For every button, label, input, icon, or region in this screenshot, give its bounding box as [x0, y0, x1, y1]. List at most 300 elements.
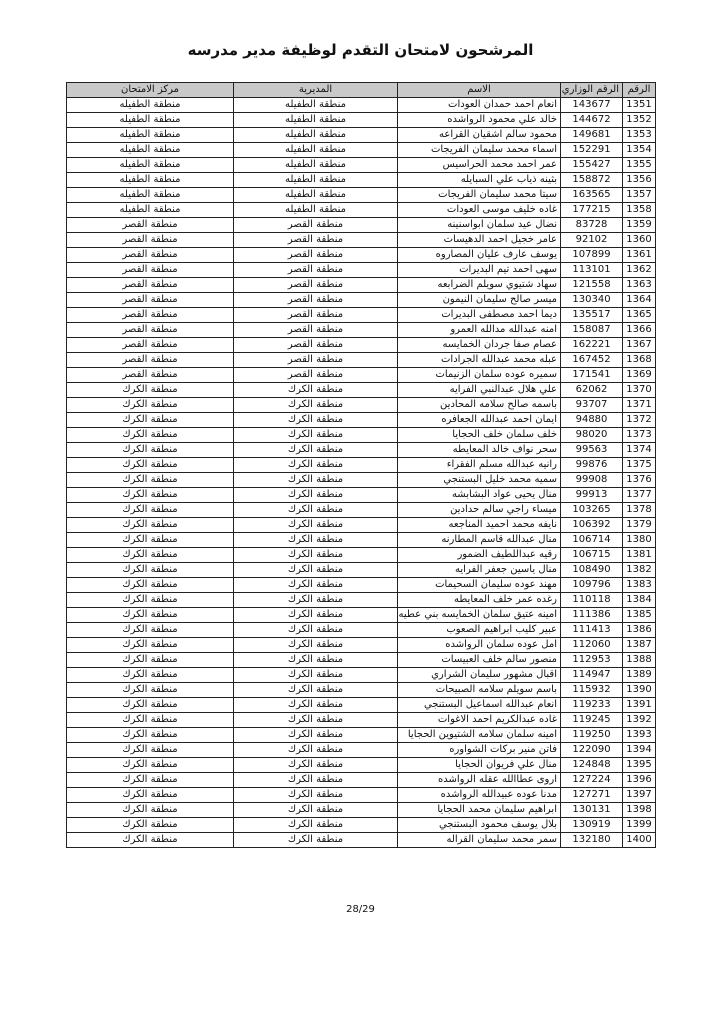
cell-directorate: منطقة القصر — [234, 248, 398, 263]
cell-seq: 1364 — [623, 293, 656, 308]
cell-seq: 1351 — [623, 98, 656, 113]
table-row — [67, 563, 656, 578]
cell-seq: 1358 — [623, 203, 656, 218]
cell-seq: 1395 — [623, 758, 656, 773]
cell-directorate: منطقة الكرك — [234, 413, 398, 428]
cell-name: امينه عتيق سلمان الخمايسه بني عطيه — [398, 608, 561, 623]
cell-exam-center: منطقة الطفيله — [67, 203, 234, 218]
cell-seq: 1355 — [623, 158, 656, 173]
cell-exam-center: منطقة القصر — [67, 263, 234, 278]
cell-directorate: منطقة الطفيله — [234, 203, 398, 218]
cell-seq: 1352 — [623, 113, 656, 128]
cell-exam-center: منطقة الكرك — [67, 803, 234, 818]
cell-name: امنه عبدالله مدالله العمرو — [398, 323, 561, 338]
table-row — [67, 758, 656, 773]
cell-name: بلال يوسف محمود البستنجي — [398, 818, 561, 833]
table-row — [67, 743, 656, 758]
cell-name: اقبال مشهور سليمان الشراري — [398, 668, 561, 683]
cell-seq: 1394 — [623, 743, 656, 758]
cell-exam-center: منطقة الطفيله — [67, 173, 234, 188]
table-row — [67, 818, 656, 833]
cell-directorate: منطقة الكرك — [234, 578, 398, 593]
table-row — [67, 98, 656, 113]
cell-exam-center: منطقة القصر — [67, 368, 234, 383]
cell-exam-center: منطقة الطفيله — [67, 113, 234, 128]
cell-name: عبير كليب ابراهيم الصعوب — [398, 623, 561, 638]
cell-exam-center: منطقة الكرك — [67, 608, 234, 623]
cell-name: عبله محمد عبدالله الجرادات — [398, 353, 561, 368]
cell-directorate: منطقة القصر — [234, 368, 398, 383]
cell-directorate: منطقة الكرك — [234, 668, 398, 683]
cell-national-id: 158087 — [561, 323, 623, 338]
cell-directorate: منطقة الكرك — [234, 443, 398, 458]
cell-directorate: منطقة الكرك — [234, 833, 398, 848]
cell-directorate: منطقة الطفيله — [234, 128, 398, 143]
cell-directorate: منطقة الطفيله — [234, 188, 398, 203]
cell-seq: 1366 — [623, 323, 656, 338]
cell-seq: 1369 — [623, 368, 656, 383]
cell-directorate: منطقة الكرك — [234, 623, 398, 638]
cell-name: ديما احمد مصطفى البديرات — [398, 308, 561, 323]
cell-name: منال علي فريوان الحجايا — [398, 758, 561, 773]
table-row — [67, 788, 656, 803]
cell-name: منال يحيى عواد البشابشه — [398, 488, 561, 503]
cell-exam-center: منطقة الكرك — [67, 638, 234, 653]
cell-national-id: 99908 — [561, 473, 623, 488]
table-row — [67, 683, 656, 698]
table-row — [67, 458, 656, 473]
cell-directorate: منطقة الكرك — [234, 533, 398, 548]
cell-name: رقيه عبداللطيف الضمور — [398, 548, 561, 563]
table-row — [67, 143, 656, 158]
cell-directorate: منطقة الكرك — [234, 803, 398, 818]
cell-directorate: منطقة الطفيله — [234, 98, 398, 113]
cell-national-id: 171541 — [561, 368, 623, 383]
cell-national-id: 103265 — [561, 503, 623, 518]
cell-directorate: منطقة القصر — [234, 278, 398, 293]
cell-directorate: منطقة الكرك — [234, 503, 398, 518]
cell-seq: 1397 — [623, 788, 656, 803]
table-row — [67, 263, 656, 278]
table-row — [67, 383, 656, 398]
table-row — [67, 233, 656, 248]
cell-national-id: 99913 — [561, 488, 623, 503]
cell-exam-center: منطقة الكرك — [67, 788, 234, 803]
cell-seq: 1398 — [623, 803, 656, 818]
table-row — [67, 488, 656, 503]
table-row — [67, 638, 656, 653]
cell-national-id: 124848 — [561, 758, 623, 773]
cell-national-id: 121558 — [561, 278, 623, 293]
table-row — [67, 593, 656, 608]
cell-national-id: 111413 — [561, 623, 623, 638]
cell-national-id: 92102 — [561, 233, 623, 248]
cell-national-id: 107899 — [561, 248, 623, 263]
cell-name: امل عوده سلمان الرواشده — [398, 638, 561, 653]
cell-seq: 1353 — [623, 128, 656, 143]
cell-national-id: 114947 — [561, 668, 623, 683]
cell-directorate: منطقة الكرك — [234, 458, 398, 473]
cell-name: منصور سالم خلف العبيسات — [398, 653, 561, 668]
cell-exam-center: منطقة الكرك — [67, 593, 234, 608]
cell-seq: 1371 — [623, 398, 656, 413]
table-row — [67, 668, 656, 683]
cell-national-id: 99563 — [561, 443, 623, 458]
cell-exam-center: منطقة الكرك — [67, 383, 234, 398]
cell-national-id: 152291 — [561, 143, 623, 158]
cell-exam-center: منطقة الكرك — [67, 503, 234, 518]
table-row — [67, 443, 656, 458]
cell-directorate: منطقة القصر — [234, 338, 398, 353]
cell-name: علي هلال عبدالنبي الفرايه — [398, 383, 561, 398]
cell-exam-center: منطقة الطفيله — [67, 98, 234, 113]
table-header-row — [67, 83, 656, 98]
table-row — [67, 728, 656, 743]
cell-seq: 1375 — [623, 458, 656, 473]
cell-exam-center: منطقة الكرك — [67, 653, 234, 668]
cell-seq: 1387 — [623, 638, 656, 653]
cell-seq: 1368 — [623, 353, 656, 368]
candidates-table — [66, 82, 656, 848]
cell-directorate: منطقة الكرك — [234, 518, 398, 533]
cell-name: امينه سلمان سلامه الشتيوين الحجايا — [398, 728, 561, 743]
cell-national-id: 163565 — [561, 188, 623, 203]
cell-name: خالد علي محمود الرواشده — [398, 113, 561, 128]
table-row — [67, 158, 656, 173]
cell-seq: 1377 — [623, 488, 656, 503]
cell-seq: 1389 — [623, 668, 656, 683]
cell-name: رغده عمر خلف المعايطه — [398, 593, 561, 608]
cell-seq: 1367 — [623, 338, 656, 353]
cell-seq: 1381 — [623, 548, 656, 563]
cell-national-id: 108490 — [561, 563, 623, 578]
table-row — [67, 188, 656, 203]
cell-name: يوسف عارف عليان المصاروه — [398, 248, 561, 263]
cell-seq: 1391 — [623, 698, 656, 713]
cell-exam-center: منطقة الكرك — [67, 413, 234, 428]
cell-exam-center: منطقة الكرك — [67, 488, 234, 503]
cell-exam-center: منطقة القصر — [67, 293, 234, 308]
cell-exam-center: منطقة الكرك — [67, 683, 234, 698]
cell-name: غاده خليف موسى العودات — [398, 203, 561, 218]
cell-seq: 1382 — [623, 563, 656, 578]
cell-national-id: 99876 — [561, 458, 623, 473]
header-national-id: الرقم الوزاري — [561, 83, 623, 98]
cell-directorate: منطقة القصر — [234, 263, 398, 278]
cell-national-id: 119250 — [561, 728, 623, 743]
cell-name: انعام احمد حمدان العودات — [398, 98, 561, 113]
cell-directorate: منطقة الكرك — [234, 473, 398, 488]
cell-name: محمود سالم اشقيان القراعه — [398, 128, 561, 143]
cell-exam-center: منطقة القصر — [67, 323, 234, 338]
cell-national-id: 127271 — [561, 788, 623, 803]
cell-exam-center: منطقة القصر — [67, 353, 234, 368]
cell-exam-center: منطقة الكرك — [67, 818, 234, 833]
cell-national-id: 149681 — [561, 128, 623, 143]
cell-national-id: 135517 — [561, 308, 623, 323]
table-row — [67, 413, 656, 428]
header-seq: الرقم — [623, 83, 656, 98]
cell-directorate: منطقة الكرك — [234, 788, 398, 803]
cell-name: منال عبدالله قاسم المطارنه — [398, 533, 561, 548]
cell-seq: 1393 — [623, 728, 656, 743]
cell-name: رانيه عبدالله مسلم الفقراء — [398, 458, 561, 473]
table-row — [67, 503, 656, 518]
cell-national-id: 130131 — [561, 803, 623, 818]
cell-name: غاده عبدالكريم احمد الاغوات — [398, 713, 561, 728]
cell-exam-center: منطقة الكرك — [67, 623, 234, 638]
table-row — [67, 428, 656, 443]
cell-seq: 1363 — [623, 278, 656, 293]
header-name: الاسم — [398, 83, 561, 98]
cell-seq: 1376 — [623, 473, 656, 488]
cell-exam-center: منطقة الكرك — [67, 533, 234, 548]
cell-seq: 1384 — [623, 593, 656, 608]
cell-exam-center: منطقة الكرك — [67, 713, 234, 728]
cell-directorate: منطقة القصر — [234, 233, 398, 248]
cell-seq: 1362 — [623, 263, 656, 278]
cell-national-id: 177215 — [561, 203, 623, 218]
table-row — [67, 338, 656, 353]
cell-name: سحر نواف خالد المعايطه — [398, 443, 561, 458]
cell-national-id: 106715 — [561, 548, 623, 563]
cell-directorate: منطقة الكرك — [234, 818, 398, 833]
page-title: المرشحون لامتحان التقدم لوظيفة مدير مدرسه — [187, 41, 534, 59]
cell-seq: 1399 — [623, 818, 656, 833]
cell-directorate: منطقة الكرك — [234, 638, 398, 653]
cell-seq: 1392 — [623, 713, 656, 728]
cell-exam-center: منطقة الكرك — [67, 458, 234, 473]
cell-national-id: 130919 — [561, 818, 623, 833]
cell-exam-center: منطقة الكرك — [67, 443, 234, 458]
cell-seq: 1386 — [623, 623, 656, 638]
table-row — [67, 803, 656, 818]
cell-seq: 1354 — [623, 143, 656, 158]
cell-directorate: منطقة الكرك — [234, 698, 398, 713]
cell-national-id: 119233 — [561, 698, 623, 713]
cell-seq: 1379 — [623, 518, 656, 533]
cell-seq: 1385 — [623, 608, 656, 623]
cell-seq: 1360 — [623, 233, 656, 248]
table-row — [67, 113, 656, 128]
cell-directorate: منطقة الكرك — [234, 713, 398, 728]
cell-seq: 1372 — [623, 413, 656, 428]
cell-exam-center: منطقة القصر — [67, 233, 234, 248]
table-row — [67, 773, 656, 788]
cell-seq: 1373 — [623, 428, 656, 443]
cell-name: عامر خجيل احمد الدهيسات — [398, 233, 561, 248]
cell-national-id: 162221 — [561, 338, 623, 353]
cell-directorate: منطقة الكرك — [234, 593, 398, 608]
cell-national-id: 132180 — [561, 833, 623, 848]
table-row — [67, 473, 656, 488]
cell-name: ميسر صالح سليمان النيمون — [398, 293, 561, 308]
table-row — [67, 398, 656, 413]
cell-seq: 1361 — [623, 248, 656, 263]
cell-exam-center: منطقة الكرك — [67, 548, 234, 563]
cell-name: سيتا محمد سليمان الفريجات — [398, 188, 561, 203]
table-row — [67, 368, 656, 383]
cell-national-id: 106714 — [561, 533, 623, 548]
cell-name: ابراهيم سليمان محمد الحجايا — [398, 803, 561, 818]
table-row — [67, 308, 656, 323]
table-row — [67, 248, 656, 263]
cell-directorate: منطقة الطفيله — [234, 143, 398, 158]
cell-name: بثينه ذياب علي السبايله — [398, 173, 561, 188]
cell-national-id: 98020 — [561, 428, 623, 443]
table-row — [67, 608, 656, 623]
cell-seq: 1370 — [623, 383, 656, 398]
cell-name: باسم سويلم سلامه الصبيحات — [398, 683, 561, 698]
cell-name: باسمه صالح سلامه المحادين — [398, 398, 561, 413]
cell-directorate: منطقة الكرك — [234, 728, 398, 743]
table-row — [67, 578, 656, 593]
cell-name: ميساء راجي سالم حدادين — [398, 503, 561, 518]
cell-name: نضال عيد سلمان ابواسنينه — [398, 218, 561, 233]
cell-directorate: منطقة القصر — [234, 353, 398, 368]
cell-seq: 1383 — [623, 578, 656, 593]
cell-exam-center: منطقة الطفيله — [67, 158, 234, 173]
page-number: 28/29 — [346, 904, 375, 915]
cell-exam-center: منطقة الكرك — [67, 563, 234, 578]
cell-name: سميره عوده سلمان الزنيمات — [398, 368, 561, 383]
table-row — [67, 548, 656, 563]
cell-exam-center: منطقة القصر — [67, 338, 234, 353]
cell-exam-center: منطقة الكرك — [67, 668, 234, 683]
cell-name: اسماء محمد سليمان الفريجات — [398, 143, 561, 158]
table-row — [67, 278, 656, 293]
cell-directorate: منطقة الطفيله — [234, 173, 398, 188]
cell-name: منال ياسين جعفر الفرايه — [398, 563, 561, 578]
cell-national-id: 155427 — [561, 158, 623, 173]
cell-national-id: 62062 — [561, 383, 623, 398]
cell-directorate: منطقة القصر — [234, 308, 398, 323]
table-row — [67, 293, 656, 308]
cell-exam-center: منطقة الكرك — [67, 518, 234, 533]
cell-directorate: منطقة الكرك — [234, 653, 398, 668]
cell-exam-center: منطقة القصر — [67, 248, 234, 263]
cell-directorate: منطقة الكرك — [234, 773, 398, 788]
cell-exam-center: منطقة الطفيله — [67, 143, 234, 158]
cell-directorate: منطقة الكرك — [234, 563, 398, 578]
cell-national-id: 113101 — [561, 263, 623, 278]
cell-exam-center: منطقة الكرك — [67, 758, 234, 773]
cell-national-id: 111386 — [561, 608, 623, 623]
cell-national-id: 109796 — [561, 578, 623, 593]
cell-seq: 1400 — [623, 833, 656, 848]
cell-directorate: منطقة القصر — [234, 293, 398, 308]
cell-name: خلف سلمان خلف الحجايا — [398, 428, 561, 443]
table-row — [67, 353, 656, 368]
cell-exam-center: منطقة الكرك — [67, 833, 234, 848]
cell-seq: 1359 — [623, 218, 656, 233]
cell-exam-center: منطقة الكرك — [67, 743, 234, 758]
cell-seq: 1365 — [623, 308, 656, 323]
cell-directorate: منطقة الكرك — [234, 743, 398, 758]
cell-directorate: منطقة القصر — [234, 323, 398, 338]
table-row — [67, 833, 656, 848]
cell-exam-center: منطقة الكرك — [67, 398, 234, 413]
cell-directorate: منطقة الكرك — [234, 383, 398, 398]
cell-exam-center: منطقة الطفيله — [67, 188, 234, 203]
cell-exam-center: منطقة الكرك — [67, 473, 234, 488]
cell-national-id: 93707 — [561, 398, 623, 413]
cell-seq: 1388 — [623, 653, 656, 668]
cell-directorate: منطقة الطفيله — [234, 158, 398, 173]
cell-name: سهاد شتيوي سويلم الضرابعه — [398, 278, 561, 293]
cell-national-id: 119245 — [561, 713, 623, 728]
cell-exam-center: منطقة الكرك — [67, 773, 234, 788]
cell-name: ايمان احمد عبدالله الجعافره — [398, 413, 561, 428]
cell-exam-center: منطقة الكرك — [67, 428, 234, 443]
table-row — [67, 218, 656, 233]
cell-name: اروى عطاالله عقله الرواشده — [398, 773, 561, 788]
cell-seq: 1374 — [623, 443, 656, 458]
cell-national-id: 112953 — [561, 653, 623, 668]
cell-exam-center: منطقة الطفيله — [67, 128, 234, 143]
table-row — [67, 533, 656, 548]
cell-exam-center: منطقة الكرك — [67, 698, 234, 713]
cell-directorate: منطقة الكرك — [234, 758, 398, 773]
cell-name: مدنا عوده عبيدالله الرواشده — [398, 788, 561, 803]
cell-directorate: منطقة الكرك — [234, 428, 398, 443]
cell-seq: 1356 — [623, 173, 656, 188]
table-body — [67, 98, 656, 848]
cell-exam-center: منطقة الكرك — [67, 578, 234, 593]
cell-national-id: 110118 — [561, 593, 623, 608]
table-row — [67, 623, 656, 638]
cell-directorate: منطقة الطفيله — [234, 113, 398, 128]
cell-seq: 1396 — [623, 773, 656, 788]
cell-directorate: منطقة الكرك — [234, 548, 398, 563]
cell-name: سميه محمد خليل البستنجي — [398, 473, 561, 488]
cell-exam-center: منطقة القصر — [67, 308, 234, 323]
table-row — [67, 323, 656, 338]
cell-directorate: منطقة الكرك — [234, 608, 398, 623]
cell-directorate: منطقة القصر — [234, 218, 398, 233]
cell-national-id: 158872 — [561, 173, 623, 188]
header-directorate: المديرية — [234, 83, 398, 98]
table-row — [67, 518, 656, 533]
cell-national-id: 112060 — [561, 638, 623, 653]
cell-national-id: 106392 — [561, 518, 623, 533]
cell-directorate: منطقة الكرك — [234, 488, 398, 503]
table-row — [67, 698, 656, 713]
table-row — [67, 713, 656, 728]
cell-name: عمر احمد محمد الحراسيس — [398, 158, 561, 173]
cell-name: انعام عبدالله اسماعيل البستنجي — [398, 698, 561, 713]
cell-directorate: منطقة الكرك — [234, 398, 398, 413]
cell-name: سهى احمد تيم البديرات — [398, 263, 561, 278]
cell-name: مهند عوده سليمان السحيمات — [398, 578, 561, 593]
cell-national-id: 167452 — [561, 353, 623, 368]
cell-national-id: 94880 — [561, 413, 623, 428]
table-row — [67, 173, 656, 188]
cell-national-id: 122090 — [561, 743, 623, 758]
cell-national-id: 115932 — [561, 683, 623, 698]
cell-name: فاتن منير بركات الشواوره — [398, 743, 561, 758]
cell-seq: 1378 — [623, 503, 656, 518]
cell-seq: 1380 — [623, 533, 656, 548]
header-exam-center: مركز الامتحان — [67, 83, 234, 98]
cell-name: نايفه محمد احميد المناجعه — [398, 518, 561, 533]
table-row — [67, 203, 656, 218]
cell-national-id: 144672 — [561, 113, 623, 128]
cell-directorate: منطقة الكرك — [234, 683, 398, 698]
cell-exam-center: منطقة القصر — [67, 278, 234, 293]
cell-exam-center: منطقة الكرك — [67, 728, 234, 743]
cell-name: سمر محمد سليمان القراله — [398, 833, 561, 848]
